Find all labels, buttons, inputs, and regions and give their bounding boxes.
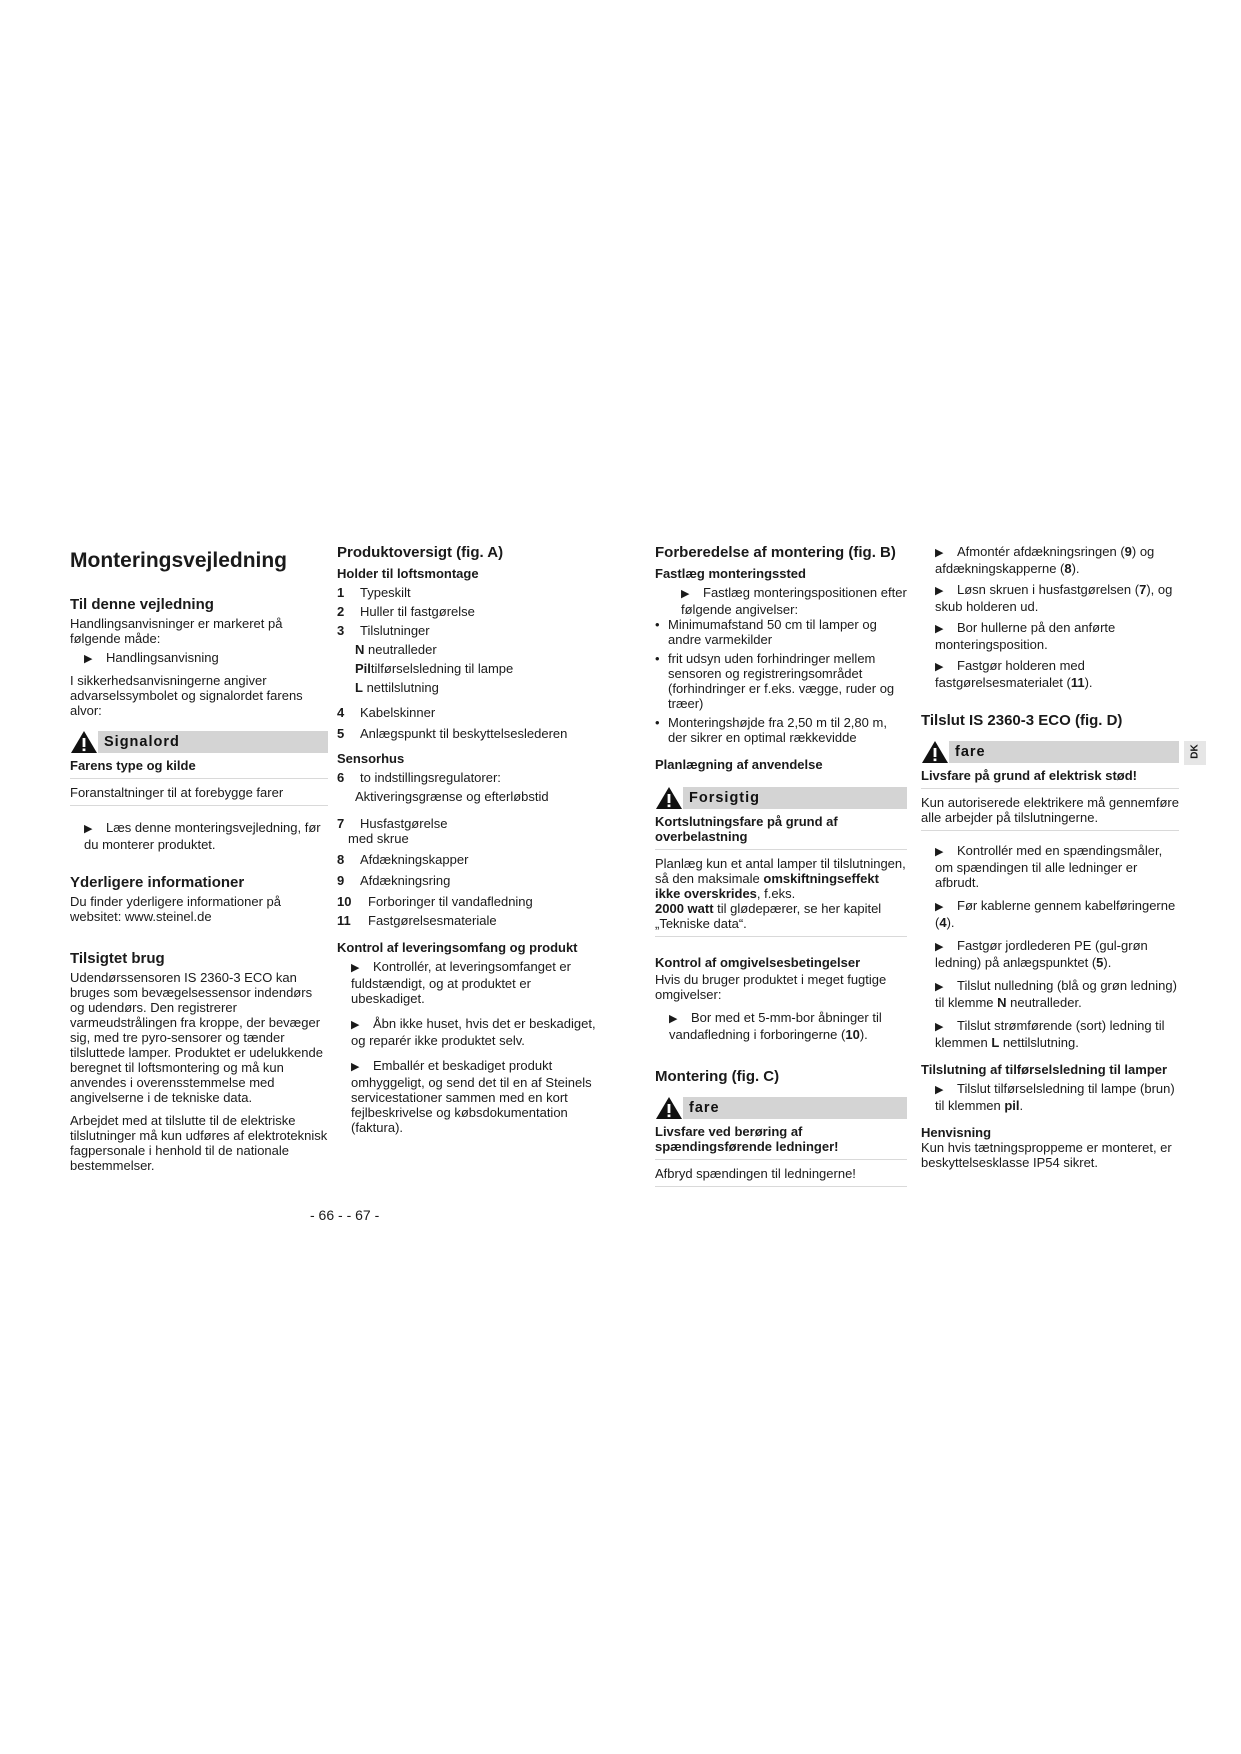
list-item: • frit udsyn uden forhindringer mellem sensoren og registreringsområdet (forhindringer er f.eks. vægge, ruder og træer) — [655, 651, 895, 711]
connection-item: Piltilførselsledning til lampe — [355, 661, 514, 676]
sub-heading-kontrol-leveringsomfang: Kontrol af leveringsomfang og produkt — [337, 940, 578, 955]
list-item: 8 Afdækningskapper — [337, 852, 469, 867]
page-number-footer: - 66 - - 67 - — [310, 1207, 380, 1223]
arrow-right-icon: ▶ — [935, 661, 944, 673]
list-item: 5 Anlægspunkt til beskyttelseslederen — [337, 726, 568, 741]
instruction-step: ▶ Bor med et 5-mm-bor åbninger til vandafledning i forboringerne (10). — [669, 1010, 882, 1042]
sub-heading-henvisning: Henvisning — [921, 1125, 992, 1140]
section-heading-forberedelse: Forberedelse af montering (fig. B) — [655, 544, 896, 561]
warning-bar — [70, 730, 328, 754]
instruction-step: ▶ Tilslut nulledning (blå og grøn ledning) til klemme N neutralleder. — [935, 978, 1177, 1010]
paragraph: Handlingsanvisninger er markeret på følgende måde: — [70, 616, 283, 646]
arrow-right-icon: ▶ — [935, 981, 944, 993]
warning-label: Forsigtig — [683, 787, 907, 809]
list-item-sub: Aktiveringsgrænse og efterløbstid — [355, 789, 549, 804]
section-heading-yderligere-informationer: Yderligere informationer — [70, 874, 245, 891]
column-3 — [655, 544, 907, 1187]
warning-bar — [655, 786, 907, 810]
warning-subtitle: Farens type og kilde — [70, 758, 328, 779]
instruction-step: ▶ Åbn ikke huset, hvis det er beskadiget, og reparér ikke produktet selv. — [351, 1016, 596, 1048]
connection-item: N neutralleder — [355, 642, 437, 657]
warning-triangle-icon — [655, 1096, 683, 1120]
list-item: 10 Forboringer til vandafledning — [337, 894, 533, 909]
list-item: 7 Husfastgørelse — [337, 816, 448, 831]
instruction-step: ▶ Afmontér afdækningsringen (9) og afdækningskapperne (8). — [935, 544, 1155, 576]
arrow-right-icon: ▶ — [351, 1019, 360, 1031]
arrow-right-icon: ▶ — [351, 962, 360, 974]
warning-label: fare — [949, 741, 1179, 763]
list-item: 11 Fastgørelsesmateriale — [337, 913, 497, 928]
bullet-icon: • — [655, 651, 660, 666]
instruction-step: ▶ Emballér et beskadiget produkt omhyggeligt, og send det til en af Steinels servicestationer sammen med en kort fejlbeskrivelse og købsdokumentation (faktura). — [351, 1058, 592, 1135]
arrow-right-icon: ▶ — [351, 1061, 360, 1073]
language-tab: DK — [1184, 741, 1206, 765]
instruction-step: ▶ Bor hullerne på den anførte monteringsposition. — [935, 620, 1116, 652]
column-1 — [70, 544, 328, 1173]
warning-text: Kun autoriserede elektrikere må gennemføre alle arbejder på tilslutningerne. — [921, 795, 1179, 831]
list-item: 2 Huller til fastgørelse — [337, 604, 475, 619]
bullet-icon: • — [655, 715, 660, 730]
arrow-right-icon: ▶ — [84, 823, 93, 835]
instruction-step: ▶ Tilslut strømførende (sort) ledning til klemmen L nettilslutning. — [935, 1018, 1165, 1050]
warning-subtitle: Livsfare ved berøring af spændingsførende ledninger! — [655, 1124, 907, 1160]
warning-subtitle: Livsfare på grund af elektrisk stød! — [921, 768, 1179, 789]
warning-text: Planlæg kun et antal lamper til tilslutningen, så den maksimale omskiftningseffekt ikke overskrides, f.eks. 2000 watt til glødepærer, se her kapitel „Tekniske data“. — [655, 856, 907, 937]
arrow-right-icon: ▶ — [935, 901, 944, 913]
sub-heading-omgivelser: Kontrol af omgivelsesbetingelser — [655, 955, 861, 970]
warning-bar — [921, 740, 1179, 764]
instruction-step: ▶ Fastlæg monteringspositionen efter følgende angivelser: — [681, 585, 907, 617]
arrow-right-icon: ▶ — [669, 1013, 678, 1025]
paragraph: Kun hvis tætningsproppeme er monteret, er beskyttelsesklasse IP54 sikret. — [921, 1140, 1172, 1170]
section-heading-montering: Montering (fig. C) — [655, 1068, 780, 1085]
instruction-step: ▶ Fastgør holderen med fastgørelsesmaterialet (11). — [935, 658, 1093, 690]
list-item: 4 Kabelskinner — [337, 705, 436, 720]
instruction-step: ▶ Fastgør jordlederen PE (gul-grøn ledning) på anlægspunktet (5). — [935, 938, 1148, 970]
arrow-right-icon: ▶ — [935, 623, 944, 635]
section-heading-produktoversigt: Produktoversigt (fig. A) — [337, 544, 504, 561]
instruction-step: ▶ Tilslut tilførselsledning til lampe (brun) til klemmen pil. — [935, 1081, 1175, 1113]
warning-text: Foranstaltninger til at forebygge farer — [70, 785, 328, 806]
connection-item: L nettilslutning — [355, 680, 439, 695]
warning-label: Signalord — [98, 731, 328, 753]
bullet-list — [655, 617, 907, 745]
list-item: 3 Tilslutninger — [337, 623, 430, 638]
sub-heading-planlaegning: Planlægning af anvendelse — [655, 757, 823, 772]
paragraph: Du finder yderligere informationer på websitet: www.steinel.de — [70, 894, 281, 924]
column-4 — [921, 544, 1179, 1170]
warning-triangle-icon — [70, 730, 98, 754]
arrow-right-icon: ▶ — [84, 653, 93, 665]
sub-heading-tilslutning-lamper: Tilslutning af tilførselsledning til lamper — [921, 1062, 1168, 1077]
warning-bar — [655, 1096, 907, 1120]
instruction-step: ▶ Handlingsanvisning — [84, 650, 219, 665]
list-item: 9 Afdækningsring — [337, 873, 451, 888]
instruction-step: ▶ Løsn skruen i husfastgørelsen (7), og skub holderen ud. — [935, 582, 1173, 614]
arrow-right-icon: ▶ — [935, 547, 944, 559]
list-item: 6 to indstillingsregulatorer: — [337, 770, 501, 785]
warning-triangle-icon — [921, 740, 949, 764]
bullet-icon: • — [655, 617, 660, 632]
paragraph: Hvis du bruger produktet i meget fugtige omgivelser: — [655, 972, 887, 1002]
arrow-right-icon: ▶ — [935, 941, 944, 953]
instruction-step: ▶ Før kablerne gennem kabelføringerne (4). — [935, 898, 1176, 930]
list-item: • Monteringshøjde fra 2,50 m til 2,80 m, der sikrer en optimal rækkevidde — [655, 715, 887, 745]
warning-subtitle: Kortslutningsfare på grund af overbelastning — [655, 814, 907, 850]
instruction-step: ▶ Kontrollér, at leveringsomfanget er fuldstændigt, og at produktet er ubeskadiget. — [351, 959, 571, 1006]
warning-label: fare — [683, 1097, 907, 1119]
arrow-right-icon: ▶ — [935, 1021, 944, 1033]
list-item-sub: med skrue — [348, 831, 409, 846]
arrow-right-icon: ▶ — [681, 588, 690, 600]
paragraph: Udendørssensoren IS 2360-3 ECO kan bruges som bevægelsessensor indendørs og udendørs. Den registrerer varmeudstrålingen fra kroppe, der bevæger sig, med tre pyro-sensorer og tænder tilsluttede lamper. Produktet er udelukkende beregnet til loftsmontering og må kun anvendes i overensstemmelse med angivelserne i de tekniske data. — [70, 970, 323, 1105]
page-title: Monteringsvejledning — [70, 549, 288, 572]
instruction-step: ▶ Kontrollér med en spændingsmåler, om spændingen til alle ledninger er afbrudt. — [935, 843, 1163, 890]
list-item: • Minimumafstand 50 cm til lamper og andre varmekilder — [655, 617, 877, 647]
warning-text: Afbryd spændingen til ledningerne! — [655, 1166, 907, 1187]
column-2 — [337, 544, 607, 1135]
warning-triangle-icon — [655, 786, 683, 810]
sub-heading-fastlaeg: Fastlæg monteringssted — [655, 566, 806, 581]
section-heading-tilslut: Tilslut IS 2360-3 ECO (fig. D) — [921, 712, 1123, 729]
sub-heading-holder: Holder til loftsmontage — [337, 566, 479, 581]
arrow-right-icon: ▶ — [935, 585, 944, 597]
sub-heading-sensorhus: Sensorhus — [337, 751, 405, 766]
arrow-right-icon: ▶ — [935, 1084, 944, 1096]
instruction-step: ▶ Læs denne monteringsvejledning, før du monterer produktet. — [84, 820, 321, 852]
section-heading-til-denne-vejledning: Til denne vejledning — [70, 596, 214, 613]
arrow-right-icon: ▶ — [935, 846, 944, 858]
paragraph: I sikkerhedsanvisningerne angiver advarselssymbolet og signalordet farens alvor: — [70, 673, 303, 718]
list-item: 1 Typeskilt — [337, 585, 411, 600]
paragraph: Arbejdet med at tilslutte til de elektriske tilslutninger må kun udføres af elektroteknisk fagpersonale i henhold til de nationale bestemmelser. — [70, 1113, 328, 1173]
section-heading-tilsigtet-brug: Tilsigtet brug — [70, 950, 165, 967]
